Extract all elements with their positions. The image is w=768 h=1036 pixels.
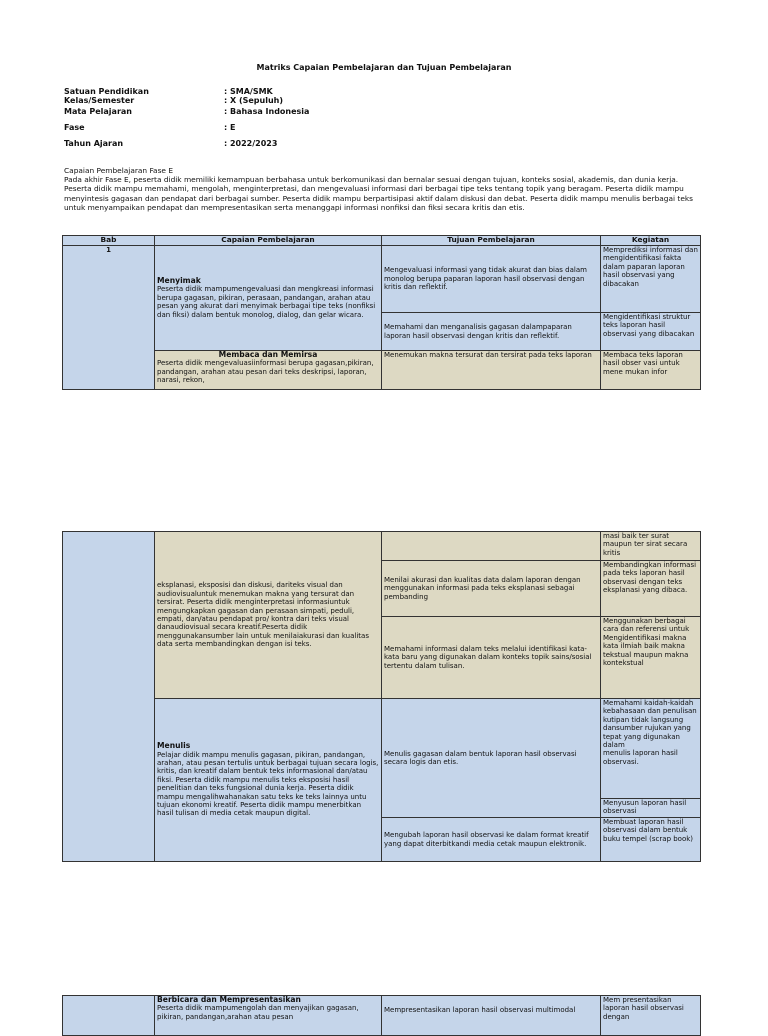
tp-cell bbox=[382, 246, 601, 313]
cp-paragraph bbox=[64, 166, 704, 212]
kegiatan-text: Mengidentifikasi struktur teks laporan hasil observasi yang dibacakan bbox=[603, 313, 695, 338]
kegiatan-cell bbox=[601, 313, 701, 351]
tp-text: Menemukan makna tersurat dan tersirat pada teks laporan bbox=[384, 351, 592, 359]
tp-text: Mengubah laporan hasil observasi ke dalam format kreatif yang dapat diterbitkandi media cetak maupun elektronik. bbox=[384, 831, 589, 848]
bab-cell bbox=[63, 532, 155, 862]
tp-cell bbox=[382, 996, 601, 1036]
membaca-title: Membaca dan Memirsa bbox=[218, 350, 318, 359]
meta-value: : SMA/SMK bbox=[224, 87, 273, 96]
menulis-title: Menulis bbox=[157, 741, 191, 751]
cp-menulis-cell bbox=[155, 699, 382, 862]
tp-text: Memahami dan menganalisis gagasan dalampaparan laporan hasil observasi dengan kritis dan reflektif. bbox=[384, 323, 572, 340]
tp-text: Menilai akurasi dan kualitas data dalam laporan dengan menggunakan informasi pada teks eksplanasi sebagai pembanding bbox=[384, 575, 581, 601]
membaca-text-2: eksplanasi, eksposisi dan diskusi, dariteks visual dan audiovisualuntuk menemukan makna yang tersurat dan tersirat. Peserta didik menginterpretasi informasiuntuk mengungkapkan gagasan dan perasaan simpati, peduli, empati, dan/atau pendapat pro/ kontra dari teks visual danaudiovisual secara kreatif.Peserta didik menggunakansumber lain untuk menilaiakurasi dan kualitas data serta membandingkan dengan isi teks. bbox=[157, 581, 369, 649]
meta-value: : E bbox=[224, 123, 236, 132]
kegiatan-cell bbox=[601, 699, 701, 799]
kegiatan-text: Menyusun laporan hasil observasi bbox=[603, 799, 687, 816]
kegiatan-cell bbox=[601, 617, 701, 699]
kegiatan-text: masi baik ter surat maupun ter sirat secara kritis bbox=[603, 532, 688, 557]
kegiatan-text: Memprediksi informasi dan mengidentifikasi fakta dalam paparan laporan hasil observasi yang dibacakan bbox=[603, 246, 698, 288]
table-row bbox=[63, 246, 701, 313]
kegiatan-cell bbox=[601, 532, 701, 561]
meta-label: Fase bbox=[64, 123, 85, 132]
table-row bbox=[63, 351, 701, 390]
tp-cell bbox=[382, 818, 601, 862]
meta-label: Satuan Pendidikan bbox=[64, 87, 149, 96]
cp-menyimak-cell bbox=[155, 246, 382, 351]
tp-cell bbox=[382, 699, 601, 818]
berbicara-text: Peserta didik mampumengolah dan menyajikan gagasan, pikiran, pandangan,arahan atau pesan bbox=[157, 1004, 359, 1021]
kegiatan-cell bbox=[601, 561, 701, 617]
tp-cell bbox=[382, 561, 601, 617]
meta-label: Mata Pelajaran bbox=[64, 107, 132, 116]
cp-membaca-cell bbox=[155, 351, 382, 390]
kegiatan-cell bbox=[601, 818, 701, 862]
header-cp: Capaian Pembelajaran bbox=[155, 236, 382, 246]
table-row bbox=[63, 532, 701, 561]
cp-berbicara-cell bbox=[155, 996, 382, 1036]
header-kegiatan: Kegiatan bbox=[601, 236, 701, 246]
bab-number: 1 bbox=[106, 246, 111, 254]
kegiatan-text: Membuat laporan hasil observasi dalam bentuk buku tempel (scrap book) bbox=[603, 818, 694, 843]
kegiatan-text: Mengidentifikasi makna kata ilmiah baik makna tekstual maupun makna kontekstual bbox=[603, 633, 689, 668]
cp-heading: Capaian Pembelajaran Fase E bbox=[64, 166, 173, 175]
membaca-text-1: Peserta didik mengevaluasiinformasi berupa gagasan,pikiran, pandangan, arahan atau pesan dari teks deskripsi, laporan, narasi, rekon, bbox=[157, 359, 374, 385]
meta-label: Kelas/Semester bbox=[64, 96, 135, 105]
cp-membaca-cont-cell bbox=[155, 532, 382, 699]
header-tp: Tujuan Pembelajaran bbox=[382, 236, 601, 246]
tp-text: Mengevaluasi informasi yang tidak akurat dan bias dalam monolog berupa paparan laporan hasil observasi dengan kritis dan reflektif. bbox=[384, 266, 587, 292]
table-header-row bbox=[63, 236, 701, 246]
tp-cell bbox=[382, 351, 601, 390]
document-title: Matriks Capaian Pembelajaran dan Tujuan Pembelajaran bbox=[256, 63, 512, 72]
bab-cell bbox=[63, 246, 155, 390]
tp-text: Menulis gagasan dalam bentuk laporan hasil observasi secara logis dan etis. bbox=[384, 749, 577, 766]
table-segment-2 bbox=[62, 531, 701, 862]
kegiatan-text: Mem presentasikan laporan hasil observasi dengan bbox=[603, 996, 684, 1021]
tp-cell bbox=[382, 617, 601, 699]
kegiatan-cell bbox=[601, 351, 701, 390]
kegiatan-text: Membaca teks laporan hasil obser vasi untuk mene mukan infor bbox=[603, 351, 683, 376]
table-segment-3 bbox=[62, 995, 701, 1036]
berbicara-title: Berbicara dan Mempresentasikan bbox=[157, 995, 301, 1004]
menyimak-title: Menyimak bbox=[157, 275, 201, 285]
kegiatan-cell bbox=[601, 246, 701, 313]
kegiatan-cell bbox=[601, 996, 701, 1036]
kegiatan-cell bbox=[601, 799, 701, 818]
tp-cell bbox=[382, 532, 601, 561]
kegiatan-text: Memahami kaidah-kaidah kebahasaan dan penulisan kutipan tidak langsung dansumber rujukan yang tepat yang digunakan dalam bbox=[603, 699, 697, 750]
kegiatan-text: menulis laporan hasil observasi. bbox=[603, 749, 678, 766]
menyimak-text: Peserta didik mampumengevaluasi dan mengkreasi informasi berupa gagasan, pikiran, perasaan, pandangan, arahan atau pesan yang akurat dari menyimak berbagai tipe teks (nonfiksi dan fiksi) dalam bentuk monolog, dialog, dan gelar wicara. bbox=[157, 285, 376, 319]
tp-text: Mempresentasikan laporan hasil observasi multimodal bbox=[384, 1006, 576, 1014]
tp-cell bbox=[382, 313, 601, 351]
meta-value: : Bahasa Indonesia bbox=[224, 107, 310, 116]
table-row bbox=[63, 699, 701, 799]
kegiatan-text: Menggunakan berbagai cara dan referensi untuk bbox=[603, 617, 690, 634]
meta-label: Tahun Ajaran bbox=[64, 139, 124, 148]
header-bab: Bab bbox=[63, 236, 155, 246]
meta-value: : X (Sepuluh) bbox=[224, 96, 283, 105]
bab-cell bbox=[63, 996, 155, 1036]
table-row bbox=[63, 996, 701, 1036]
kegiatan-text: Membandingkan informasi pada teks laporan hasil observasi dengan teks eksplanasi yang dibaca. bbox=[603, 561, 697, 595]
table-segment-1 bbox=[62, 235, 701, 390]
menulis-text: Pelajar didik mampu menulis gagasan, pikiran, pandangan, arahan, atau pesan tertulis untuk berbagai tujuan secara logis, kritis, dan kreatif dalam bentuk teks informasional dan/atau fiksi. Peserta didik mampu menulis teks eksposisi hasil penelitian dan teks fungsional dunia kerja. Peserta didik mampu mengalihwahanakan satu teks ke teks lainnya untu tujuan ekonomi kreatif. Peserta didik mampu menerbitkan hasil tulisan di media cetak maupun digital. bbox=[157, 750, 379, 818]
tp-text: Memahami informasi dalam teks melalui identifikasi kata-kata baru yang digunakan dalam konteks topik sains/sosial tertentu dalam tulisan. bbox=[384, 644, 592, 670]
cp-text: Pada akhir Fase E, peserta didik memiliki kemampuan berbahasa untuk berkomunikasi dan bernalar sesuai dengan tujuan, konteks sosial, akademis, dan dunia kerja. Peserta didik mampu memahami, mengolah, menginterpretasi, dan mengevaluasi informasi dari berbagai tipe teks tentang topik yang beragam. Peserta didik mampu menyintesis gagasan dan pendapat dari berbagai sumber. Peserta didik mampu berpartisipasi aktif dalam diskusi dan debat. Peserta didik mampu menulis berbagai teks untuk menyampaikan pendapat dan mempresentasikan serta menanggapi informasi nonfiksi dan fiksi secara kritis dan etis. bbox=[64, 175, 693, 212]
meta-value: : 2022/2023 bbox=[224, 139, 278, 148]
